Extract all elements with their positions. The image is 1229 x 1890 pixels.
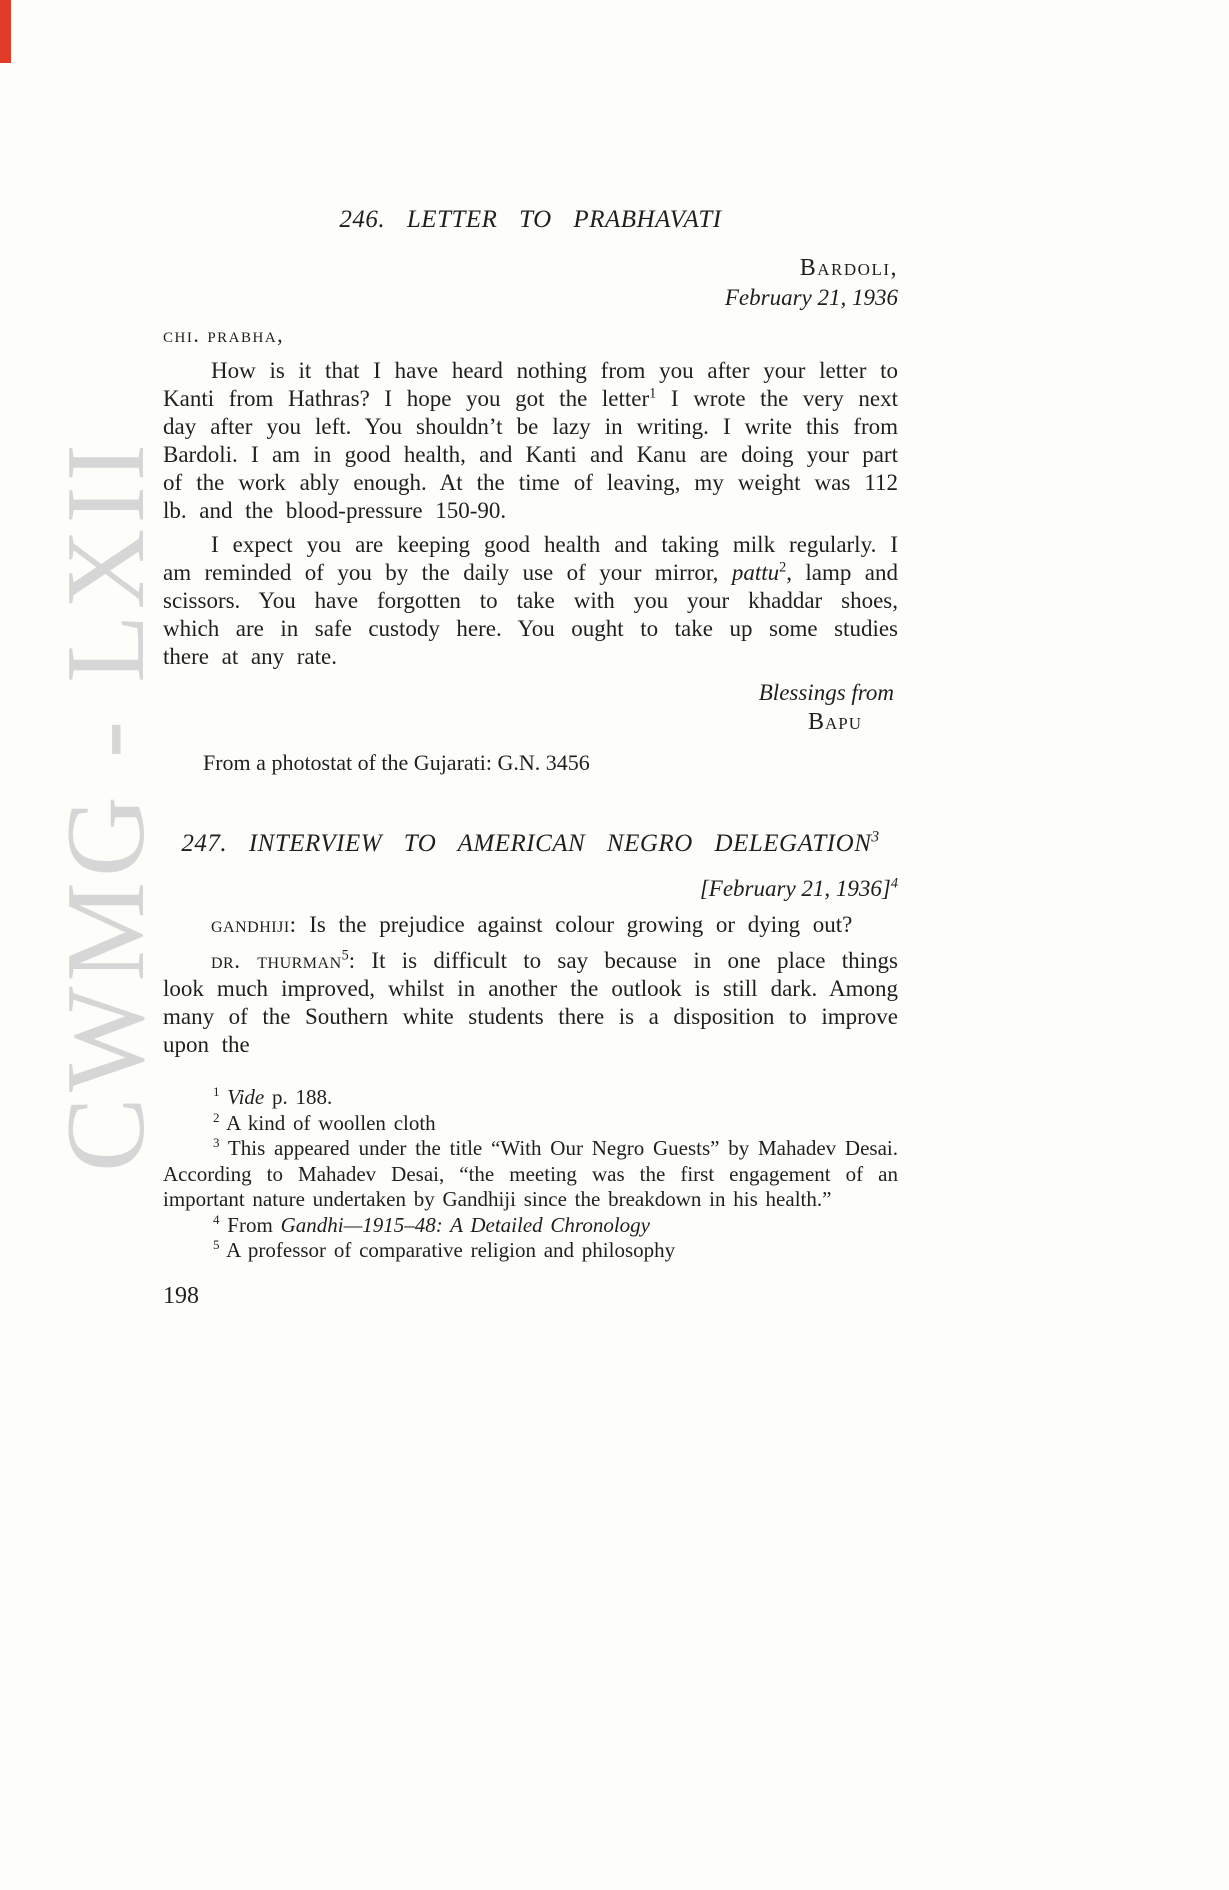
interview-247-section (163, 829, 898, 1059)
letter-source-note: From a photostat of the Gujarati: G.N. 3456 (203, 750, 590, 775)
watermark-text: CWMG - LXII (44, 438, 168, 1172)
letter-salutation: chi. prabha, (163, 322, 285, 347)
dialogue-gandhiji: gandhiji: Is the prejudice against colour growing or dying out? (211, 912, 853, 937)
footnote-5: $^5$ A professor of comparative religion and philosophy (213, 1237, 676, 1262)
letter-date: February 21, 1936 (724, 285, 898, 310)
interview-heading: 247. INTERVIEW TO AMERICAN NEGRO DELEGATION$^3$ (181, 828, 880, 857)
interview-date: [February 21, 1936]$^4$ (699, 875, 898, 901)
footnote-2: $^2$ A kind of woollen cloth (213, 1109, 436, 1135)
page-number: 198 (163, 1282, 199, 1309)
letter-signature: Bapu (807, 709, 862, 735)
page-edge-red-mark (0, 0, 11, 63)
footnote-3: $^3$ This appeared under the title “With Our Negro Guests” by Mahadev Desai. According to Mahadev Desai, “the meeting was the first engagement of an important nature undertaken by Gandhiji since the breakdown in his health.” (163, 1135, 898, 1211)
letter-valediction: Blessings from (758, 680, 894, 705)
page-content (163, 0, 898, 1310)
dialogue-thurman: dr. thurman$^5$: It is difficult to say because in one place things look much improved, whilst in another the outlook is still dark. Among many of the Southern white students there is a disposition to improve upon the (163, 947, 898, 1057)
footnotes-section (163, 1085, 898, 1264)
letter-heading: 246. LETTER TO PRABHAVATI (339, 206, 722, 233)
letter-246-section (163, 205, 898, 777)
letter-paragraph-1: How is it that I have heard nothing from you after your letter to Kanti from Hathras? I hope you got the letter$^1$ I wrote the very next day after you left. You shouldn’t be lazy in writing. I write this from Bardoli. I am in good health, and Kanti and Kanu are doing your part of the work ably enough. At the time of leaving, my weight was 112 lb. and the blood-pressure 150-90. (163, 358, 898, 523)
letter-paragraph-2: I expect you are keeping good health and taking milk regularly. I am reminded of you by the daily use of your mirror, pattu$^2$, lamp and scissors. You have forgotten to take with you your khaddar shoes, which are in safe custody here. You ought to take up some studies there at any rate. (163, 532, 898, 669)
footnote-4: $^4$ From Gandhi—1915–48: A Detailed Chronology (213, 1211, 650, 1237)
letter-dateline (163, 253, 898, 313)
letter-place: Bardoli, (799, 255, 898, 281)
footnote-1: $^1$ Vide p. 188. (213, 1084, 333, 1109)
